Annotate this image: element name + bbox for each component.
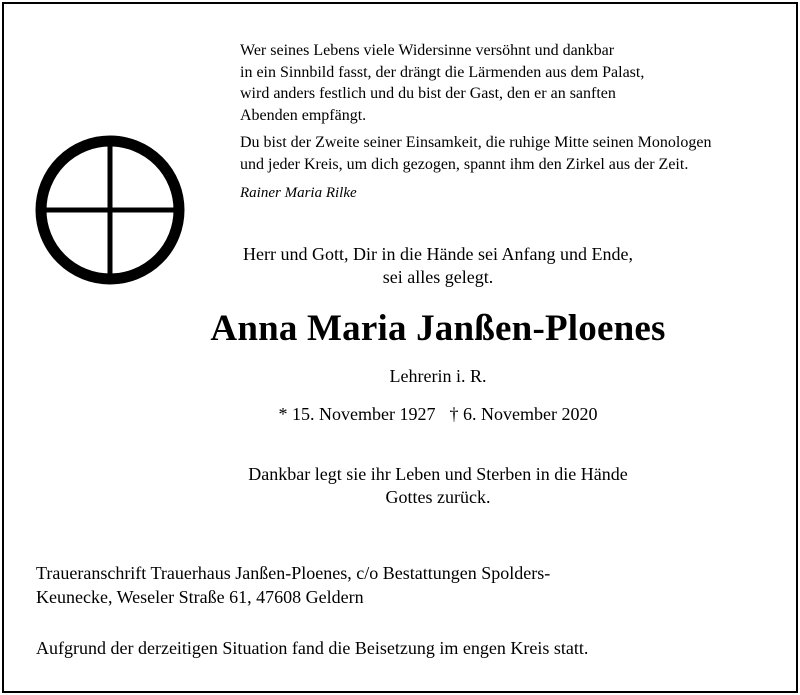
poem-line: wird anders festlich und du bist der Gast, den er an sanften: [240, 85, 616, 102]
closing-line: Dankbar legt sie ihr Leben und Sterben in die Hände: [248, 464, 628, 484]
poem-quote: [240, 40, 785, 205]
poem-author: Rainer Maria Rilke: [240, 185, 357, 201]
obituary-frame: [2, 2, 798, 693]
verse-line: sei alles gelegt.: [382, 267, 494, 287]
burial-notice: Aufgrund der derzeitigen Situation fand die Beisetzung im engen Kreis statt.: [36, 638, 589, 658]
poem-line: Du bist der Zweite seiner Einsamkeit, die ruhige Mitte seinen Monologen: [240, 134, 712, 151]
verse-line: Herr und Gott, Dir in die Hände sei Anfang und Ende,: [243, 244, 633, 264]
deceased-profession: Lehrerin i. R.: [389, 366, 487, 386]
prayer-verse: [4, 243, 800, 289]
closing-text: [4, 463, 800, 509]
poem-line: Abenden empfängt.: [240, 106, 367, 124]
birth-date: * 15. November 1927: [278, 404, 436, 424]
death-date: † 6. November 2020: [449, 404, 598, 424]
poem-line: in ein Sinnbild fasst, der drängt die Lärmenden aus dem Palast,: [240, 63, 645, 81]
mourning-address: [36, 561, 550, 609]
life-dates: [4, 403, 800, 425]
address-line: Traueranschrift Trauerhaus Janßen-Ploenes, c/o Bestattungen Spolders-: [36, 563, 551, 583]
deceased-name: Anna Maria Janßen-Ploenes: [210, 308, 666, 349]
poem-line: Wer seines Lebens viele Widersinne versöhnt und dankbar: [240, 42, 615, 59]
poem-line: und jeder Kreis, um dich gezogen, spannt ihm den Zirkel aus der Zeit.: [240, 155, 689, 173]
address-line: Keunecke, Weseler Straße 61, 47608 Geldern: [36, 587, 364, 607]
poem-stanza: [240, 132, 785, 175]
poem-stanza: [240, 40, 785, 126]
closing-line: Gottes zurück.: [385, 487, 491, 507]
